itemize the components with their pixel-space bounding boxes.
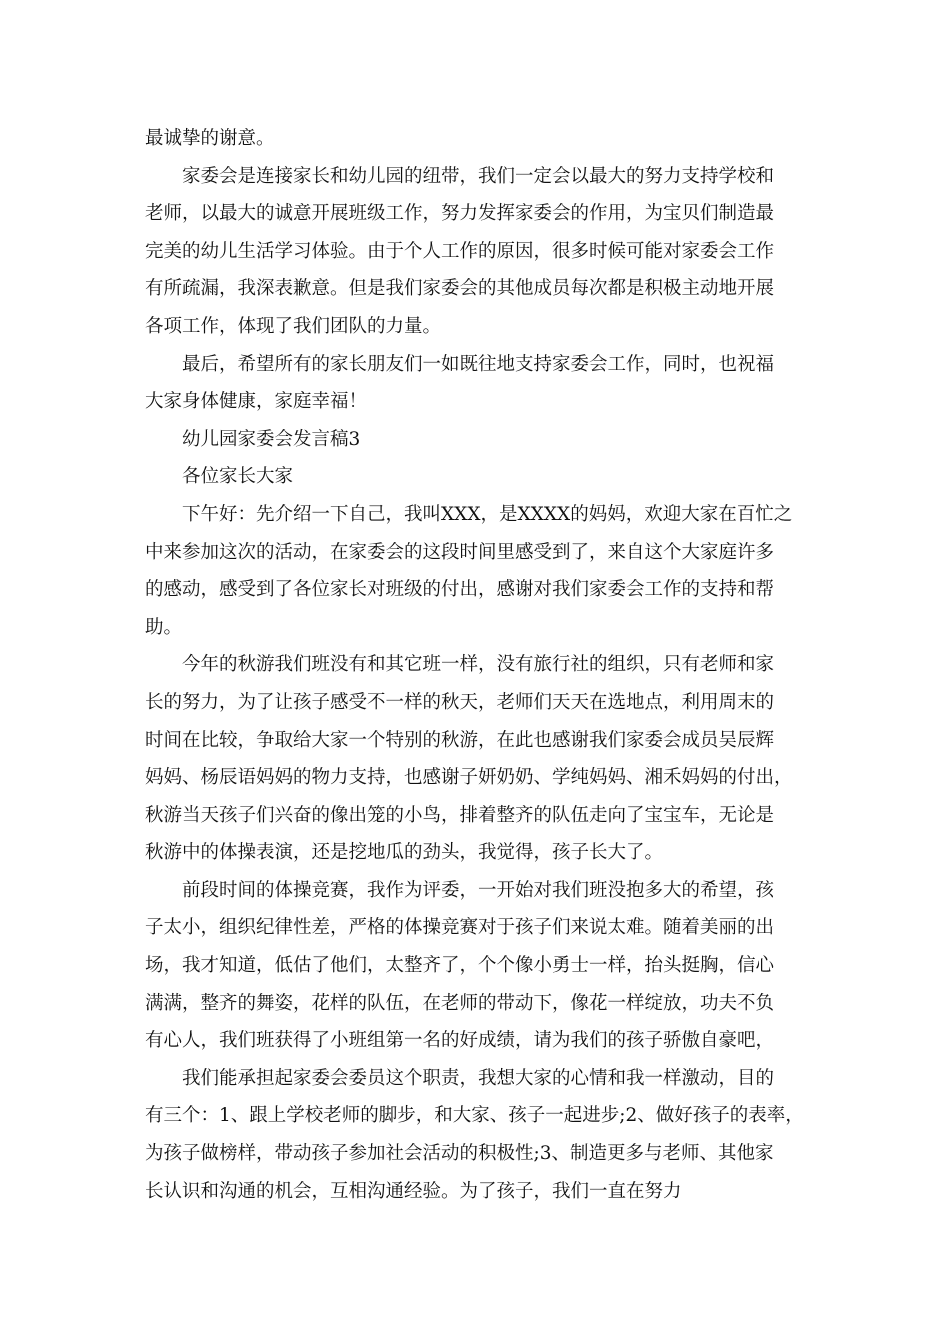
text-line: 今年的秋游我们班没有和其它班一样，没有旅行社的组织，只有老师和家 [182, 654, 775, 676]
text-line: 秋游中的体操表演，还是挖地瓜的劲头，我觉得，孩子长大了。 [145, 842, 664, 864]
text-line: 下午好：先介绍一下自己，我叫XXX，是XXXX的妈妈，欢迎大家在百忙之 [182, 503, 793, 525]
text-line: 的感动，感受到了各位家长对班级的付出，感谢对我们家委会工作的支持和帮 [145, 579, 775, 601]
text-line: 有心人，我们班获得了小班组第一名的好成绩，请为我们的孩子骄傲自豪吧， [145, 1030, 775, 1052]
text-line: 长认识和沟通的机会，互相沟通经验。为了孩子，我们一直在努力 [145, 1180, 682, 1202]
text-line: 场，我才知道，低估了他们，太整齐了，个个像小勇士一样，抬头挺胸，信心 [145, 955, 775, 977]
text-line: 大家身体健康，家庭幸福！ [145, 391, 368, 413]
text-line: 完美的幼儿生活学习体验。由于个人工作的原因，很多时候可能对家委会工作 [145, 240, 775, 262]
text-line: 助。 [145, 616, 183, 638]
text-line: 家委会是连接家长和幼儿园的纽带，我们一定会以最大的努力支持学校和 [182, 165, 775, 187]
text-line: 各位家长大家 [182, 466, 294, 488]
text-line: 秋游当天孩子们兴奋的像出笼的小鸟，排着整齐的队伍走向了宝宝车，无论是 [145, 804, 775, 826]
text-line: 为孩子做榜样，带动孩子参加社会活动的积极性;3、制造更多与老师、其他家 [145, 1143, 774, 1165]
text-line: 时间在比较，争取给大家一个特别的秋游，在此也感谢我们家委会成员吴辰辉 [145, 729, 775, 751]
text-line: 长的努力，为了让孩子感受不一样的秋天，老师们天天在选地点，利用周末的 [145, 691, 775, 713]
text-line: 有所疏漏，我深表歉意。但是我们家委会的其他成员每次都是积极主动地开展 [145, 278, 775, 300]
text-line: 满满，整齐的舞姿，花样的队伍，在老师的带动下，像花一样绽放，功夫不负 [145, 992, 775, 1014]
text-line: 妈妈、杨辰语妈妈的物力支持，也感谢子妍奶奶、学纯妈妈、湘禾妈妈的付出， [145, 767, 793, 789]
document-body [145, 120, 805, 1210]
text-line: 最后，希望所有的家长朋友们一如既往地支持家委会工作，同时，也祝福 [182, 353, 775, 375]
text-line: 各项工作，体现了我们团队的力量。 [145, 315, 442, 337]
text-line: 最诚挚的谢意。 [145, 128, 275, 149]
text-line: 幼儿园家委会发言稿3 [182, 428, 361, 450]
text-line: 有三个：1、跟上学校老师的脚步，和大家、孩子一起进步;2、做好孩子的表率， [145, 1105, 804, 1127]
text-line: 我们能承担起家委会委员这个职责，我想大家的心情和我一样激动，目的 [182, 1067, 775, 1089]
text-line: 子太小，组织纪律性差，严格的体操竞赛对于孩子们来说太难。随着美丽的出 [145, 917, 775, 939]
text-line: 前段时间的体操竞赛，我作为评委，一开始对我们班没抱多大的希望，孩 [182, 879, 775, 901]
text-line: 中来参加这次的活动，在家委会的这段时间里感受到了，来自这个大家庭许多 [145, 541, 775, 563]
text-line: 老师，以最大的诚意开展班级工作，努力发挥家委会的作用，为宝贝们制造最 [145, 203, 775, 225]
